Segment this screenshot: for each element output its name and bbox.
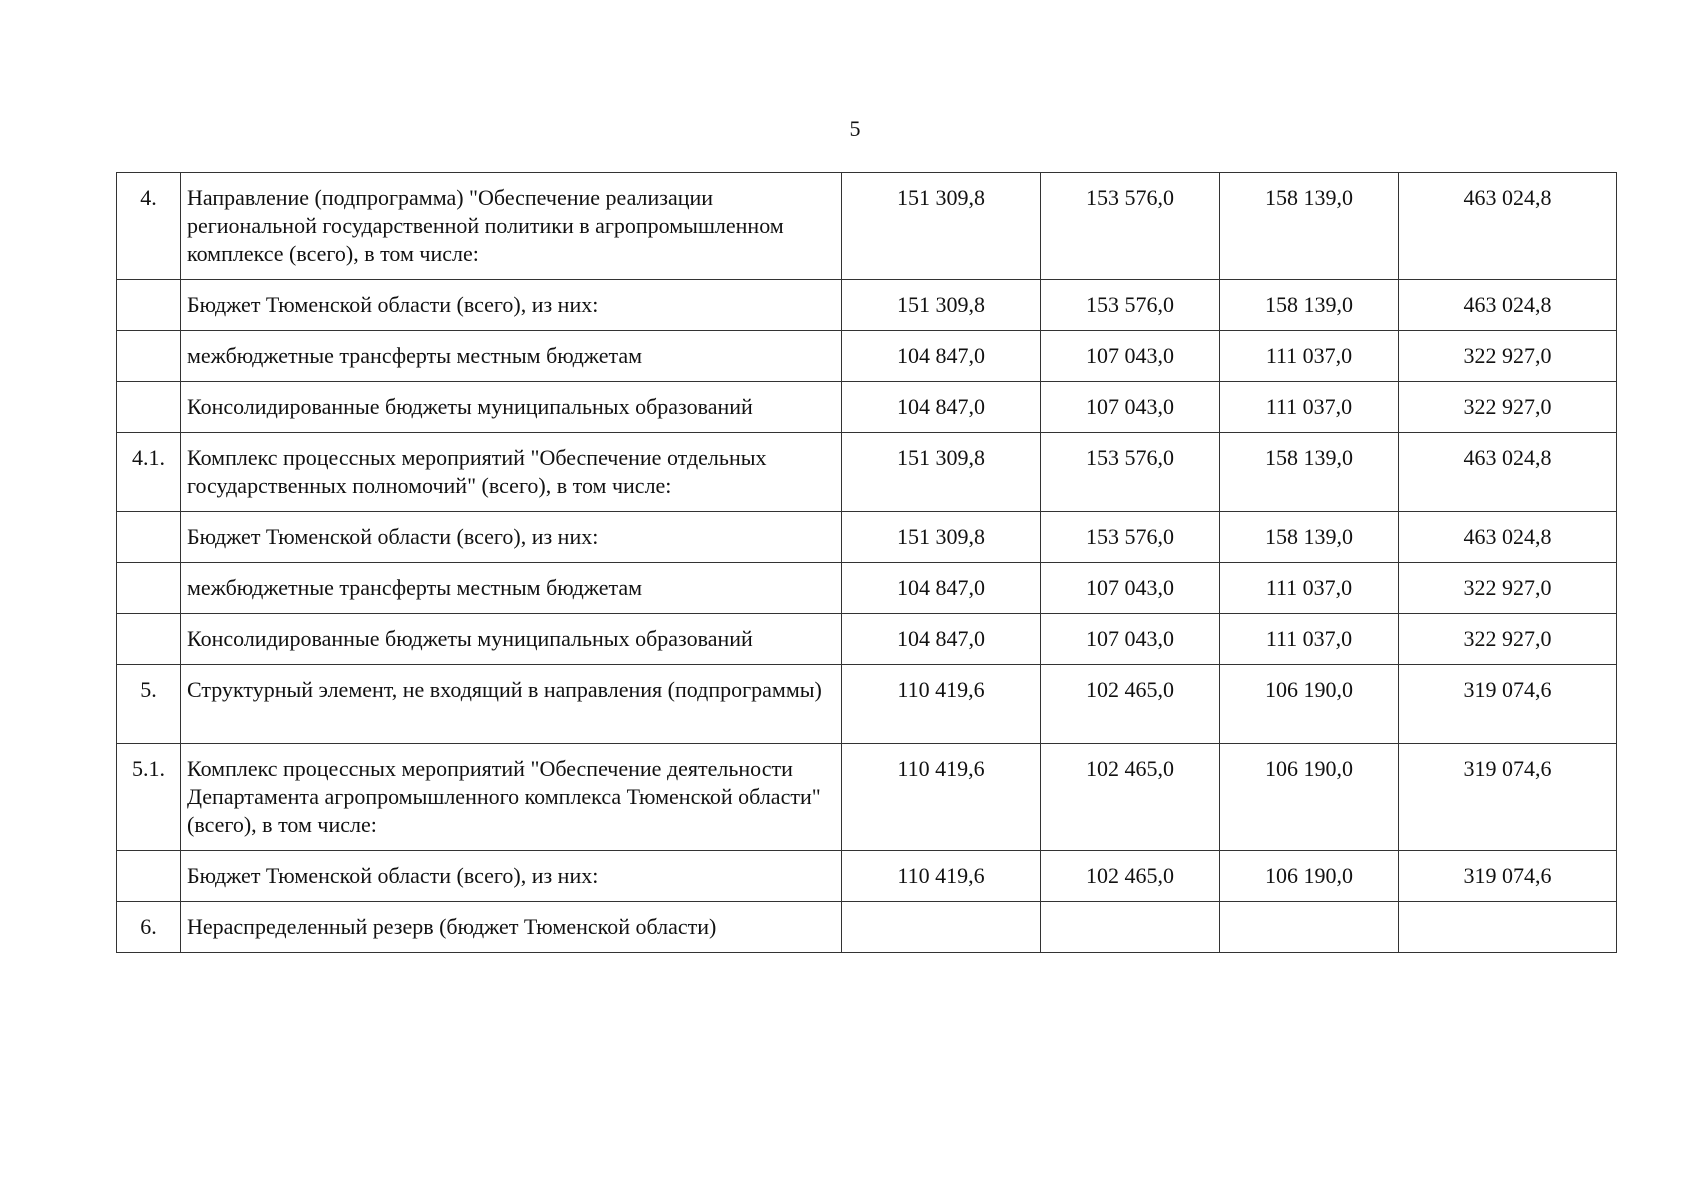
value-year-3: 106 190,0 (1220, 744, 1399, 851)
value-year-2: 102 465,0 (1041, 665, 1220, 744)
row-number: 4.1. (117, 433, 181, 512)
value-year-2 (1041, 902, 1220, 953)
value-year-1: 104 847,0 (842, 614, 1041, 665)
value-year-1: 110 419,6 (842, 851, 1041, 902)
value-year-1: 151 309,8 (842, 173, 1041, 280)
row-number (117, 614, 181, 665)
row-name: межбюджетные трансферты местным бюджетам (181, 563, 842, 614)
value-year-1 (842, 902, 1041, 953)
value-total: 463 024,8 (1399, 280, 1617, 331)
value-total: 463 024,8 (1399, 512, 1617, 563)
value-year-2: 153 576,0 (1041, 173, 1220, 280)
value-year-3: 111 037,0 (1220, 563, 1399, 614)
table-row (117, 512, 1617, 563)
value-year-1: 151 309,8 (842, 433, 1041, 512)
value-year-3: 106 190,0 (1220, 665, 1399, 744)
row-name: Консолидированные бюджеты муниципальных образований (181, 382, 842, 433)
value-year-1: 110 419,6 (842, 665, 1041, 744)
value-year-1: 110 419,6 (842, 744, 1041, 851)
value-year-2: 107 043,0 (1041, 382, 1220, 433)
page-number: 5 (849, 116, 861, 141)
table-row (117, 173, 1617, 280)
value-year-2: 107 043,0 (1041, 331, 1220, 382)
value-total: 463 024,8 (1399, 433, 1617, 512)
table-row (117, 851, 1617, 902)
value-total: 319 074,6 (1399, 744, 1617, 851)
row-name: межбюджетные трансферты местным бюджетам (181, 331, 842, 382)
table-row (117, 902, 1617, 953)
row-number (117, 280, 181, 331)
value-year-2: 107 043,0 (1041, 563, 1220, 614)
value-year-3: 106 190,0 (1220, 851, 1399, 902)
value-year-3: 158 139,0 (1220, 280, 1399, 331)
value-year-2: 102 465,0 (1041, 744, 1220, 851)
row-name: Бюджет Тюменской области (всего), из них: (181, 851, 842, 902)
value-year-3 (1220, 902, 1399, 953)
table-row (117, 563, 1617, 614)
table-row (117, 433, 1617, 512)
value-year-1: 151 309,8 (842, 512, 1041, 563)
budget-table (116, 172, 1617, 953)
value-year-2: 102 465,0 (1041, 851, 1220, 902)
value-total: 463 024,8 (1399, 173, 1617, 280)
value-year-2: 107 043,0 (1041, 614, 1220, 665)
value-total (1399, 902, 1617, 953)
value-total: 322 927,0 (1399, 382, 1617, 433)
row-number (117, 512, 181, 563)
value-year-3: 158 139,0 (1220, 512, 1399, 563)
value-year-1: 104 847,0 (842, 331, 1041, 382)
value-year-1: 104 847,0 (842, 563, 1041, 614)
value-year-2: 153 576,0 (1041, 280, 1220, 331)
value-year-3: 158 139,0 (1220, 433, 1399, 512)
value-year-3: 111 037,0 (1220, 331, 1399, 382)
value-year-3: 111 037,0 (1220, 382, 1399, 433)
row-number (117, 331, 181, 382)
row-name: Комплекс процессных мероприятий "Обеспечение отдельных государственных полномочий" (всего), в том числе: (181, 433, 842, 512)
value-year-2: 153 576,0 (1041, 512, 1220, 563)
value-total: 322 927,0 (1399, 331, 1617, 382)
row-name: Бюджет Тюменской области (всего), из них: (181, 280, 842, 331)
row-name: Комплекс процессных мероприятий "Обеспечение деятельности Департамента агропромышленного комплекса Тюменской области" (всего), в том числе: (181, 744, 842, 851)
table-row (117, 280, 1617, 331)
row-name: Консолидированные бюджеты муниципальных образований (181, 614, 842, 665)
table-row (117, 744, 1617, 851)
value-year-3: 111 037,0 (1220, 614, 1399, 665)
row-number: 5.1. (117, 744, 181, 851)
value-total: 322 927,0 (1399, 563, 1617, 614)
row-number (117, 563, 181, 614)
row-name: Структурный элемент, не входящий в направления (подпрограммы) (181, 665, 842, 744)
table-row (117, 382, 1617, 433)
table-row (117, 614, 1617, 665)
table-row (117, 331, 1617, 382)
value-year-3: 158 139,0 (1220, 173, 1399, 280)
row-name: Направление (подпрограмма) "Обеспечение реализации региональной государственной политики в агропромышленном комплексе (всего), в том числе: (181, 173, 842, 280)
table-row (117, 665, 1617, 744)
value-total: 319 074,6 (1399, 851, 1617, 902)
row-number: 6. (117, 902, 181, 953)
value-year-2: 153 576,0 (1041, 433, 1220, 512)
row-name: Нераспределенный резерв (бюджет Тюменской области) (181, 902, 842, 953)
row-number: 4. (117, 173, 181, 280)
row-number (117, 382, 181, 433)
value-total: 322 927,0 (1399, 614, 1617, 665)
row-number (117, 851, 181, 902)
value-year-1: 104 847,0 (842, 382, 1041, 433)
value-year-1: 151 309,8 (842, 280, 1041, 331)
row-number: 5. (117, 665, 181, 744)
value-total: 319 074,6 (1399, 665, 1617, 744)
row-name: Бюджет Тюменской области (всего), из них: (181, 512, 842, 563)
